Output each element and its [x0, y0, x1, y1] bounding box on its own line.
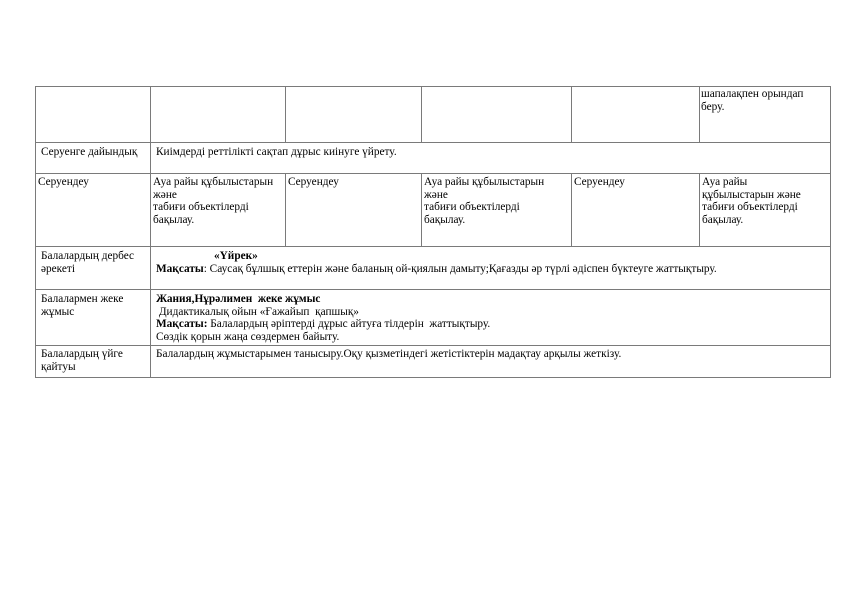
table-border: [830, 86, 831, 378]
table-border: [35, 142, 831, 143]
table-cell: [286, 175, 421, 189]
row-label-text: жұмыс: [41, 305, 75, 318]
vocabulary-text: Сөздік қорын жаңа сөздермен байыту.: [156, 330, 340, 343]
cell-text: шапалақпен орындап: [701, 88, 804, 100]
cell-text: және: [153, 188, 177, 201]
table-border: [35, 86, 36, 378]
table-cell: [151, 292, 830, 343]
cell-text: құбылыстарын және: [702, 188, 801, 201]
table-cell: [151, 249, 830, 275]
goal-text: : Саусақ бұлшық еттерін және баланың ой-қиялын дамыту;Қағазды әр түрлі әдіспен бүктеуге жаттықтыру.: [203, 262, 717, 275]
cell-text: Киімдерді реттілікті сақтап дұрыс киінуге үйрету.: [156, 146, 397, 158]
row-label-text: қайтуы: [41, 360, 76, 373]
goal-text: Балалардың әріптерді дұрыс айтуға тілдерін жаттықтыру.: [207, 318, 491, 330]
table-border: [35, 246, 831, 247]
table-cell: [572, 175, 699, 189]
cell-text: Ауа райы құбылыстарын: [153, 176, 274, 188]
table-cell: [700, 175, 830, 226]
cell-text: табиғи объектілерді: [702, 201, 798, 213]
cell-text: табиғи объектілерді: [153, 201, 249, 213]
row-label-text: Серуенге дайындық: [41, 146, 138, 158]
didactic-game: Дидактикалық ойын «Ғажайып қапшық»: [156, 305, 359, 318]
row-label-text: Балалардың дербес: [41, 250, 135, 262]
cell-text: Серуендеу: [574, 176, 625, 188]
row-label: [36, 347, 150, 373]
cell-text: Ауа райы: [702, 176, 748, 188]
table-border: [571, 86, 572, 143]
table-cell: [151, 145, 830, 159]
cell-text: табиғи объектілерді: [424, 201, 520, 213]
goal-label: Мақсаты: [156, 262, 204, 275]
row-label: [36, 249, 150, 275]
row-label: [36, 145, 150, 159]
cell-text: Серуендеу: [288, 176, 339, 188]
table-cell: [151, 175, 285, 226]
table-border: [421, 86, 422, 143]
row-label-text: әрекеті: [41, 262, 75, 275]
table-border: [35, 345, 831, 346]
cell-text: бақылау.: [153, 213, 195, 226]
row-label-text: Балалармен жеке: [41, 293, 124, 305]
goal-label: Мақсаты:: [156, 318, 208, 330]
row-label: [36, 292, 150, 318]
cell-text: бақылау.: [702, 213, 744, 226]
table-border: [285, 86, 286, 143]
table-cell: [422, 175, 571, 226]
row-label: [36, 175, 150, 189]
cell-text: және: [424, 188, 448, 201]
table-cell: [699, 87, 830, 113]
individual-work-title: Жания,Нұрәлимен жеке жұмыс: [156, 293, 321, 305]
table-border: [35, 377, 831, 378]
table-border: [35, 173, 831, 174]
cell-text: Балалардың жұмыстарымен танысыру.Оқу қызметіндегі жетістіктерін мадақтау арқылы жеткізу.: [156, 348, 622, 360]
table-cell: [151, 347, 830, 361]
cell-text: Ауа райы құбылыстарын: [424, 176, 545, 188]
row-label-text: Балалардың үйге: [41, 348, 123, 360]
cell-text: беру.: [701, 100, 725, 113]
table-border: [35, 289, 831, 290]
activity-title: «Үйрек»: [214, 250, 258, 262]
cell-text: бақылау.: [424, 213, 466, 226]
row-label-text: Серуендеу: [38, 176, 89, 188]
